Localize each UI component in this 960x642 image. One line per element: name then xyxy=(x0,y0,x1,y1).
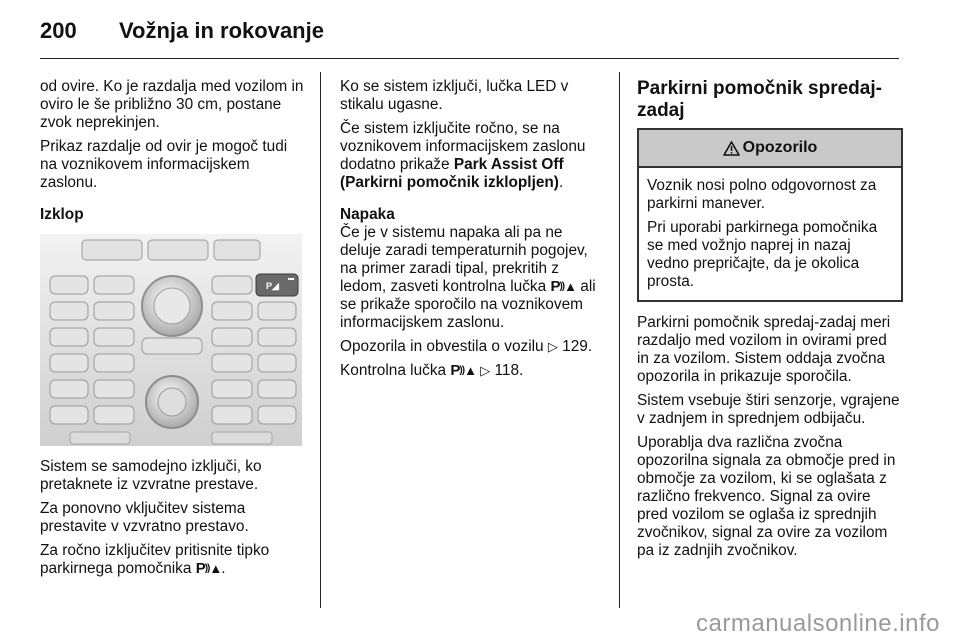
console-photo xyxy=(40,234,302,446)
page-reference[interactable]: 129 xyxy=(562,338,588,355)
paragraph: Opozorila in obvestila o vozilu ▷ 129. xyxy=(340,338,593,355)
warning-triangle-icon xyxy=(723,141,740,156)
paragraph: Ko se sistem izključi, lučka LED v stikalu ugasne. xyxy=(340,78,569,113)
park-assist-icon: P))▲ xyxy=(450,362,476,379)
page-reference[interactable]: 118 xyxy=(494,362,520,379)
subheading-izklop: Izklop xyxy=(40,206,84,223)
paragraph: Uporablja dva različna zvočna opozorilna signala za območje pred in območje za vozilom, ki se oglašata z različno frekvenco. Signal za ovire pred vozilom se oglaša iz sprednjih zvočnikov, signal za ovire za vozilom pa iz zadnjih zvočnikov. xyxy=(637,434,896,559)
paragraph: Prikaz razdalje od ovir je mogoč tudi na voznikovem informacijskem zaslonu. xyxy=(40,138,288,191)
page-number: 200 xyxy=(40,18,77,43)
paragraph: Če sistem izključite ročno, se na voznikovem informacijskem zaslonu dodatno prikaže Park Assist Off (Parkirni pomočnik izklopljen). xyxy=(340,120,586,191)
park-assist-icon: P))▲ xyxy=(195,560,222,577)
column-2 xyxy=(340,78,606,386)
display-message: Park Assist Off (Parkirni pomočnik izklopljen) xyxy=(340,156,564,191)
paragraph: Parkirni pomočnik spredaj-zadaj meri razdaljo med vozilom in ovirami pred in za vozilom. Sistem oddaja zvočna opozorila in prikazuje sporočila. xyxy=(637,314,891,385)
page-reference-icon: ▷ xyxy=(547,339,558,354)
warning-text: Voznik nosi polno odgovornost za parkirni manever. xyxy=(647,177,877,212)
warning-header xyxy=(639,130,901,168)
column-divider-1 xyxy=(320,72,321,608)
paragraph: Za ponovno vključitev sistema prestavite v vzvratno prestavo. xyxy=(40,500,249,535)
column-divider-2 xyxy=(619,72,620,608)
page-title: Vožnja in rokovanje xyxy=(119,18,324,43)
subheading-napaka: Napaka xyxy=(340,206,395,223)
svg-text:P◢: P◢ xyxy=(266,281,279,291)
warning-title: Opozorilo xyxy=(742,139,818,156)
paragraph: Za ročno izključitev pritisnite tipko parkirnega pomočnika P))▲. xyxy=(40,542,270,577)
warning-box xyxy=(637,128,903,302)
paragraph: Sistem vsebuje štiri senzorje, vgrajene v zadnjem in sprednjem odbijaču. xyxy=(637,392,900,427)
paragraph: Kontrolna lučka P))▲ ▷ 118. xyxy=(340,362,524,379)
header-divider xyxy=(40,58,899,59)
paragraph: Če je v sistemu napaka ali pa ne deluje zaradi temperaturnih pogojev, na primer zaradi tipal, prekritih z ledom, zasveti kontrolna lučka P))▲ ali se prikaže sporočilo na voznikovem informacijskem zaslonu. xyxy=(340,224,596,331)
warning-body xyxy=(639,168,901,300)
watermark[interactable]: carmanualsonline.info xyxy=(696,610,940,637)
paragraph: Sistem se samodejno izključi, ko pretaknete iz vzvratne prestave. xyxy=(40,458,262,493)
column-1 xyxy=(40,78,306,584)
column-3 xyxy=(637,78,903,566)
page-reference-icon: ▷ xyxy=(480,363,491,378)
section-heading: Parkirni pomočnik spredaj-zadaj xyxy=(637,78,882,121)
warning-text: Pri uporabi parkirnega pomočnika se med vožnjo naprej in nazaj vedno prepričajte, da je okolica prosta. xyxy=(647,219,878,290)
paragraph: od ovire. Ko je razdalja med vozilom in oviro le še približno 30 cm, postane zvok neprekinjen. xyxy=(40,78,304,131)
park-assist-icon: P))▲ xyxy=(550,278,577,295)
page-header xyxy=(40,14,900,50)
